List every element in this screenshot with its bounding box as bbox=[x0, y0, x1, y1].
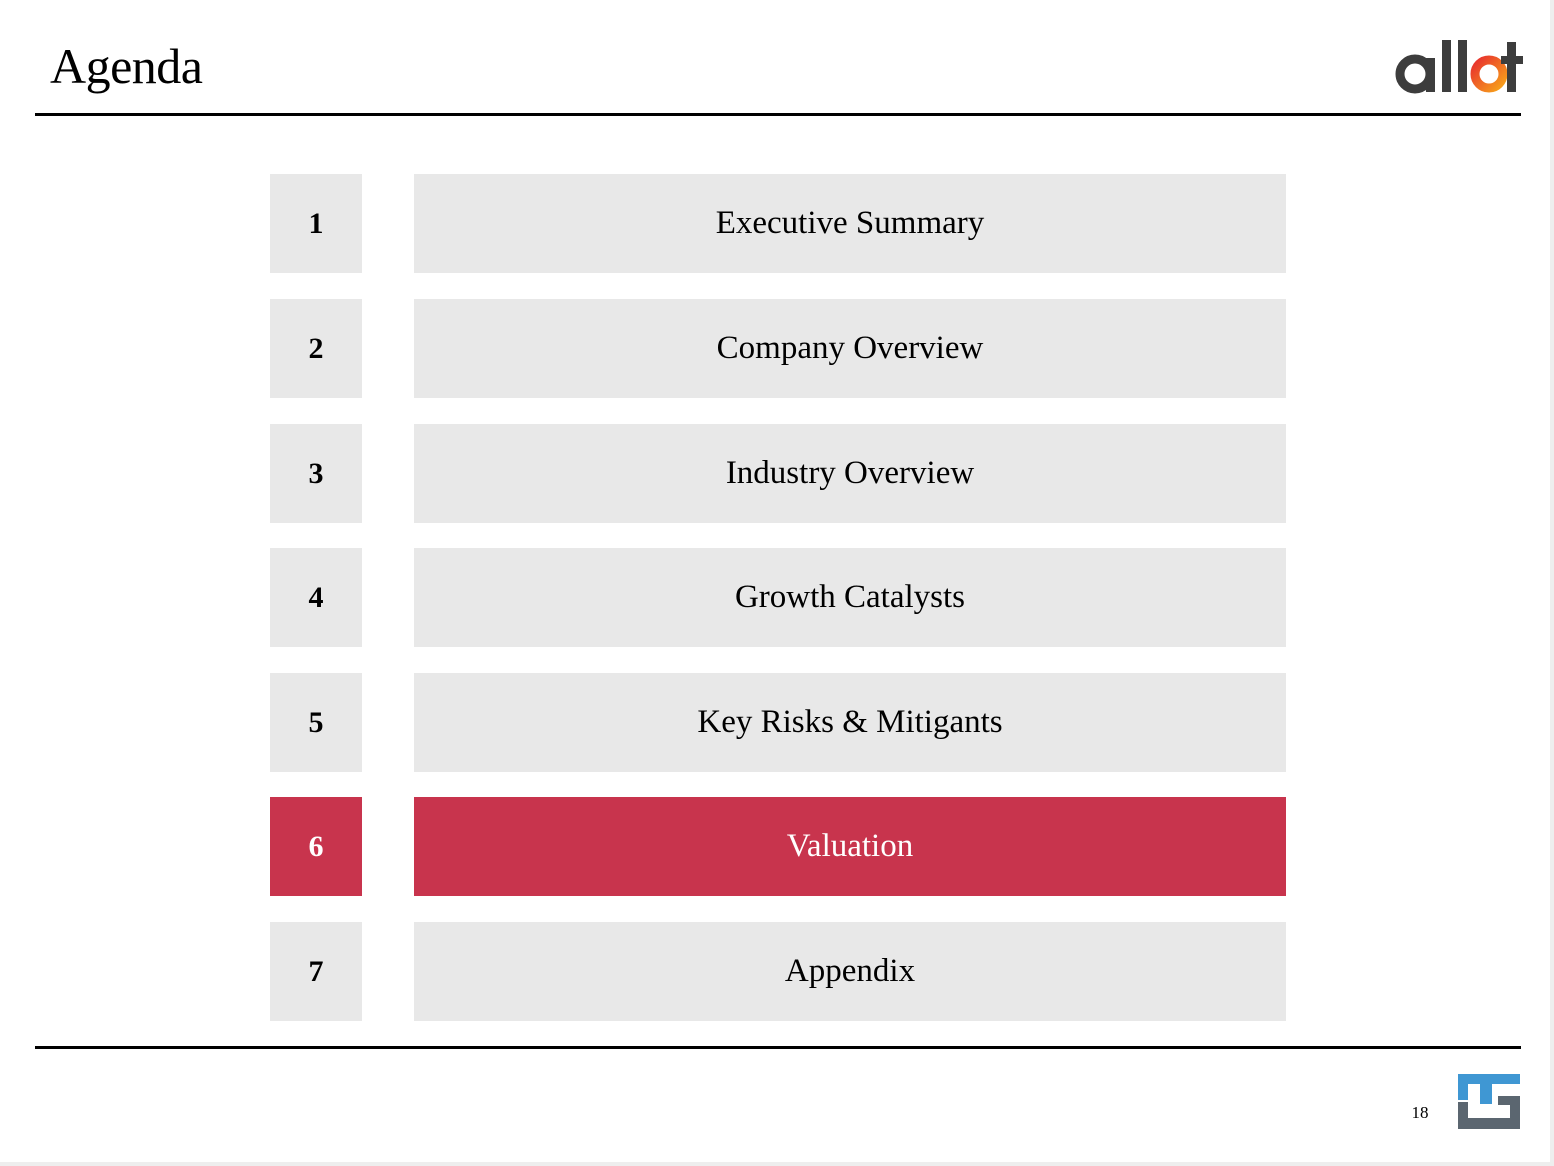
agenda-item-number: 2 bbox=[270, 299, 362, 398]
agenda-item-number: 4 bbox=[270, 548, 362, 647]
footer-divider bbox=[35, 1046, 1521, 1049]
header-divider bbox=[35, 113, 1521, 116]
allot-logo bbox=[1388, 26, 1528, 106]
agenda-item-number: 5 bbox=[270, 673, 362, 772]
agenda-item-number: 3 bbox=[270, 424, 362, 523]
page-edge-bottom bbox=[0, 1162, 1554, 1166]
agenda-item-label: Appendix bbox=[414, 922, 1286, 1021]
agenda-item-number: 6 bbox=[270, 797, 362, 896]
page-number: 18 bbox=[1411, 1103, 1429, 1122]
agenda-item-label: Growth Catalysts bbox=[414, 548, 1286, 647]
page-edge-right bbox=[1550, 0, 1554, 1166]
agenda-item-label: Valuation bbox=[414, 797, 1286, 896]
slide-title: Agenda bbox=[50, 38, 203, 94]
agenda-item-number: 7 bbox=[270, 922, 362, 1021]
agenda-item-number: 1 bbox=[270, 174, 362, 273]
agenda-item-label: Executive Summary bbox=[414, 174, 1286, 273]
agenda-item-label: Key Risks & Mitigants bbox=[414, 673, 1286, 772]
agenda-item-label: Company Overview bbox=[414, 299, 1286, 398]
agenda-item-label: Industry Overview bbox=[414, 424, 1286, 523]
firm-logo-icon bbox=[1456, 1072, 1522, 1132]
